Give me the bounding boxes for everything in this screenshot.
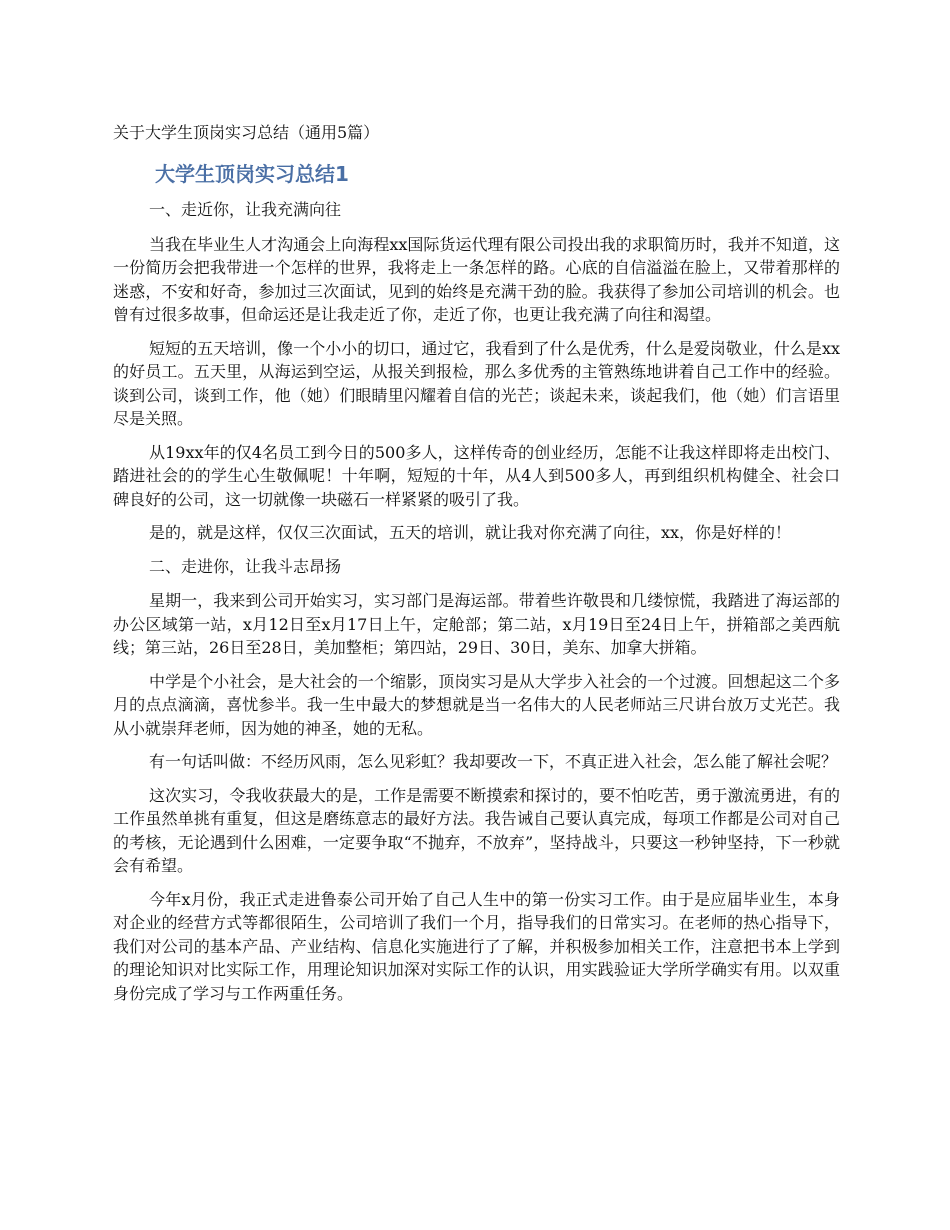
document-title: 关于大学生顶岗实习总结（通用5篇） [113,123,380,142]
subheading-1: 一、走近你，让我充满向往 [149,200,342,219]
paragraph-1: 当我在毕业生人才沟通会上向海程xx国际货运代理有限公司投出我的求职简历时，我并不知道，这一份简历会把我带进一个怎样的世界，我将走上一条怎样的路。心底的自信溢溢在脸上，又带着那样的迷惑，不安和好奇，参加过三次面试，见到的始终是充满干劲的脸。我获得了参加公司培训的机会。也曾有过很多故事，但命运还是让我走近了你，走近了你，也更让我充满了向往和渴望。 [113,234,840,324]
paragraph-2: 短短的五天培训，像一个小小的切口，通过它，我看到了什么是优秀，什么是爱岗敬业，什么是xx的好员工。五天里，从海运到空运，从报关到报检，那么多优秀的主管熟练地讲着自己工作中的经验。谈到公司，谈到工作，他（她）们眼睛里闪耀着自信的光芒；谈起未来，谈起我们，他（她）们言语里尽是关照。 [113,338,840,428]
paragraph-7: 有一句话叫做：不经历风雨，怎么见彩虹？我却要改一下，不真正进入社会，怎么能了解社会呢？ [149,752,838,771]
paragraph-9: 今年x月份，我正式走进鲁泰公司开始了自己人生中的第一份实习工作。由于是应届毕业生，本身对企业的经营方式等都很陌生，公司培训了我们一个月，指导我们的日常实习。在老师的热心指导下，我们对公司的基本产品、产业结构、信息化实施进行了了解，并积极参加相关工作，注意把书本上学到的理论知识对比实际工作，用理论知识加深对实际工作的认识，用实践验证大学所学确实有用。以双重身份完成了学习与工作两重任务。 [113,889,840,1003]
document-page [113,120,840,1015]
paragraph-5: 星期一，我来到公司开始实习，实习部门是海运部。带着些许敬畏和几缕惊慌，我踏进了海运部的办公区域第一站，x月12日至x月17日上午，定舱部；第二站，x月19日至24日上午，拼箱部之美西航线；第三站，26日至28日，美加整柜；第四站，29日、30日，美东、加拿大拼箱。 [113,591,840,657]
paragraph-6: 中学是个小社会，是大社会的一个缩影，顶岗实习是从大学步入社会的一个过渡。回想起这二个多月的点点滴滴，喜忧参半。我一生中最大的梦想就是当一名伟大的人民老师站三尺讲台放万丈光芒。我从小就崇拜老师，因为她的神圣，她的无私。 [113,671,840,738]
paragraph-3: 从19xx年的仅4名员工到今日的500多人，这样传奇的创业经历，怎能不让我这样即将走出校门、踏进社会的的学生心生敬佩呢！十年啊，短短的十年，从4人到500多人，再到组织机构健全、社会口碑良好的公司，这一切就像一块磁石一样紧紧的吸引了我。 [113,442,840,509]
section-heading: 大学生顶岗实习总结1 [155,162,349,186]
paragraph-4: 是的，就是这样，仅仅三次面试，五天的培训，就让我对你充满了向往，xx，你是好样的！ [149,523,792,542]
subheading-2: 二、走进你，让我斗志昂扬 [149,556,342,576]
paragraph-8: 这次实习，令我收获最大的是，工作是需要不断摸索和探讨的，要不怕吃苦，勇于激流勇进，有的工作虽然单挑有重复，但这是磨练意志的最好方法。我告诫自己要认真完成，每项工作都是公司对自己的考核，无论遇到什么困难，一定要争取“不抛弃，不放弃”，坚持战斗，只要这一秒钟坚持，下一秒就会有希望。 [113,785,840,875]
